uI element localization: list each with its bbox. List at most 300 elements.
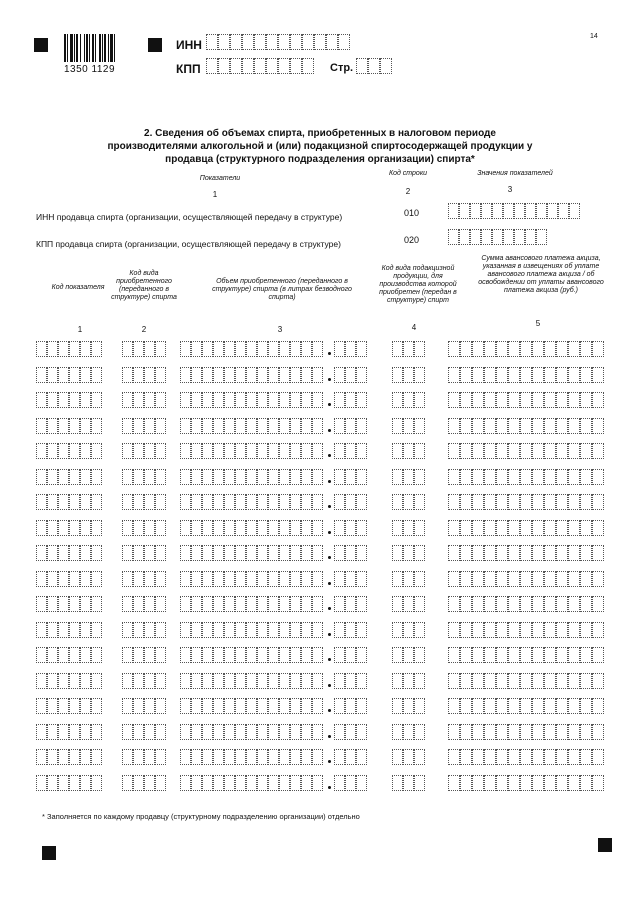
input-cell[interactable] bbox=[47, 749, 58, 765]
input-cell[interactable] bbox=[155, 673, 166, 689]
input-cell[interactable] bbox=[345, 749, 356, 765]
input-cell[interactable] bbox=[592, 392, 604, 408]
input-cell[interactable] bbox=[532, 698, 544, 714]
input-cell[interactable] bbox=[290, 418, 301, 434]
input-cell[interactable] bbox=[155, 418, 166, 434]
input-cell[interactable] bbox=[58, 775, 69, 791]
table-row-field[interactable] bbox=[334, 545, 367, 561]
input-cell[interactable] bbox=[91, 596, 102, 612]
input-cell[interactable] bbox=[47, 494, 58, 510]
input-cell[interactable] bbox=[91, 647, 102, 663]
input-cell[interactable] bbox=[484, 520, 496, 536]
table-row-field[interactable] bbox=[448, 596, 604, 612]
table-row-field[interactable] bbox=[392, 622, 425, 638]
input-cell[interactable] bbox=[91, 724, 102, 740]
input-cell[interactable] bbox=[224, 367, 235, 383]
input-cell[interactable] bbox=[520, 647, 532, 663]
input-cell[interactable] bbox=[246, 545, 257, 561]
input-cell[interactable] bbox=[520, 520, 532, 536]
input-cell[interactable] bbox=[155, 443, 166, 459]
input-cell[interactable] bbox=[191, 418, 202, 434]
input-cell[interactable] bbox=[460, 596, 472, 612]
input-cell[interactable] bbox=[414, 698, 425, 714]
table-row-field[interactable] bbox=[334, 418, 367, 434]
input-cell[interactable] bbox=[532, 443, 544, 459]
input-cell[interactable] bbox=[122, 494, 133, 510]
input-cell[interactable] bbox=[484, 545, 496, 561]
input-cell[interactable] bbox=[235, 647, 246, 663]
input-cell[interactable] bbox=[496, 698, 508, 714]
input-cell[interactable] bbox=[257, 622, 268, 638]
input-cell[interactable] bbox=[133, 775, 144, 791]
input-cell[interactable] bbox=[254, 58, 266, 74]
input-cell[interactable] bbox=[91, 418, 102, 434]
table-row-field[interactable] bbox=[392, 545, 425, 561]
input-cell[interactable] bbox=[36, 647, 47, 663]
input-cell[interactable] bbox=[230, 58, 242, 74]
input-cell[interactable] bbox=[472, 443, 484, 459]
input-cell[interactable] bbox=[213, 443, 224, 459]
table-row-field[interactable] bbox=[122, 341, 166, 357]
input-cell[interactable] bbox=[403, 392, 414, 408]
table-row-field[interactable] bbox=[122, 545, 166, 561]
input-cell[interactable] bbox=[414, 724, 425, 740]
input-cell[interactable] bbox=[520, 724, 532, 740]
input-cell[interactable] bbox=[568, 469, 580, 485]
input-cell[interactable] bbox=[144, 571, 155, 587]
input-cell[interactable] bbox=[279, 673, 290, 689]
input-cell[interactable] bbox=[448, 571, 460, 587]
input-cell[interactable] bbox=[91, 341, 102, 357]
input-cell[interactable] bbox=[58, 341, 69, 357]
input-cell[interactable] bbox=[460, 647, 472, 663]
input-cell[interactable] bbox=[246, 749, 257, 765]
input-cell[interactable] bbox=[36, 520, 47, 536]
input-cell[interactable] bbox=[356, 443, 367, 459]
input-cell[interactable] bbox=[556, 724, 568, 740]
input-cell[interactable] bbox=[532, 392, 544, 408]
input-cell[interactable] bbox=[580, 622, 592, 638]
input-cell[interactable] bbox=[279, 571, 290, 587]
table-row-field[interactable] bbox=[180, 749, 323, 765]
input-cell[interactable] bbox=[345, 673, 356, 689]
input-cell[interactable] bbox=[47, 418, 58, 434]
input-cell[interactable] bbox=[290, 520, 301, 536]
table-row-field[interactable] bbox=[36, 469, 102, 485]
input-cell[interactable] bbox=[268, 494, 279, 510]
input-cell[interactable] bbox=[580, 749, 592, 765]
input-cell[interactable] bbox=[392, 545, 403, 561]
input-cell[interactable] bbox=[472, 341, 484, 357]
input-cell[interactable] bbox=[532, 520, 544, 536]
input-cell[interactable] bbox=[345, 545, 356, 561]
table-row-field[interactable] bbox=[180, 698, 323, 714]
input-cell[interactable] bbox=[268, 341, 279, 357]
input-cell[interactable] bbox=[345, 469, 356, 485]
input-cell[interactable] bbox=[414, 571, 425, 587]
input-cell[interactable] bbox=[481, 203, 492, 219]
input-cell[interactable] bbox=[448, 596, 460, 612]
input-cell[interactable] bbox=[266, 34, 278, 50]
input-cell[interactable] bbox=[345, 571, 356, 587]
table-row-field[interactable] bbox=[122, 571, 166, 587]
input-cell[interactable] bbox=[69, 469, 80, 485]
input-cell[interactable] bbox=[235, 775, 246, 791]
input-cell[interactable] bbox=[213, 622, 224, 638]
input-cell[interactable] bbox=[556, 418, 568, 434]
input-cell[interactable] bbox=[460, 443, 472, 459]
input-cell[interactable] bbox=[80, 698, 91, 714]
input-cell[interactable] bbox=[180, 775, 191, 791]
input-cell[interactable] bbox=[520, 673, 532, 689]
input-cell[interactable] bbox=[496, 418, 508, 434]
input-cell[interactable] bbox=[224, 698, 235, 714]
input-cell[interactable] bbox=[556, 596, 568, 612]
input-cell[interactable] bbox=[508, 698, 520, 714]
input-cell[interactable] bbox=[290, 34, 302, 50]
input-cell[interactable] bbox=[345, 392, 356, 408]
input-cell[interactable] bbox=[580, 392, 592, 408]
input-cell[interactable] bbox=[392, 494, 403, 510]
input-cell[interactable] bbox=[235, 418, 246, 434]
input-cell[interactable] bbox=[80, 749, 91, 765]
input-cell[interactable] bbox=[36, 673, 47, 689]
input-cell[interactable] bbox=[155, 494, 166, 510]
input-cell[interactable] bbox=[224, 494, 235, 510]
input-cell[interactable] bbox=[69, 341, 80, 357]
input-cell[interactable] bbox=[568, 494, 580, 510]
input-cell[interactable] bbox=[508, 749, 520, 765]
input-cell[interactable] bbox=[202, 596, 213, 612]
input-cell[interactable] bbox=[460, 494, 472, 510]
input-cell[interactable] bbox=[556, 698, 568, 714]
table-row-field[interactable] bbox=[448, 469, 604, 485]
input-cell[interactable] bbox=[155, 749, 166, 765]
input-cell[interactable] bbox=[312, 392, 323, 408]
input-cell[interactable] bbox=[592, 520, 604, 536]
input-cell[interactable] bbox=[472, 775, 484, 791]
input-cell[interactable] bbox=[460, 392, 472, 408]
input-cell[interactable] bbox=[191, 698, 202, 714]
input-cell[interactable] bbox=[403, 571, 414, 587]
input-cell[interactable] bbox=[568, 341, 580, 357]
input-cell[interactable] bbox=[592, 775, 604, 791]
input-cell[interactable] bbox=[568, 647, 580, 663]
input-cell[interactable] bbox=[448, 367, 460, 383]
input-cell[interactable] bbox=[392, 622, 403, 638]
input-cell[interactable] bbox=[69, 673, 80, 689]
table-row-field[interactable] bbox=[392, 775, 425, 791]
input-cell[interactable] bbox=[592, 749, 604, 765]
input-cell[interactable] bbox=[496, 469, 508, 485]
input-cell[interactable] bbox=[592, 647, 604, 663]
input-cell[interactable] bbox=[47, 596, 58, 612]
input-cell[interactable] bbox=[525, 229, 536, 245]
input-cell[interactable] bbox=[122, 469, 133, 485]
table-row-field[interactable] bbox=[334, 622, 367, 638]
input-cell[interactable] bbox=[213, 418, 224, 434]
table-row-field[interactable] bbox=[122, 673, 166, 689]
input-cell[interactable] bbox=[257, 392, 268, 408]
input-cell[interactable] bbox=[392, 673, 403, 689]
table-row-field[interactable] bbox=[334, 367, 367, 383]
input-cell[interactable] bbox=[580, 698, 592, 714]
input-cell[interactable] bbox=[356, 58, 368, 74]
input-cell[interactable] bbox=[122, 673, 133, 689]
input-cell[interactable] bbox=[191, 749, 202, 765]
input-cell[interactable] bbox=[290, 596, 301, 612]
input-cell[interactable] bbox=[301, 341, 312, 357]
input-cell[interactable] bbox=[481, 229, 492, 245]
input-cell[interactable] bbox=[133, 647, 144, 663]
input-cell[interactable] bbox=[279, 596, 290, 612]
input-cell[interactable] bbox=[155, 520, 166, 536]
input-cell[interactable] bbox=[224, 418, 235, 434]
input-cell[interactable] bbox=[36, 596, 47, 612]
input-cell[interactable] bbox=[268, 724, 279, 740]
input-cell[interactable] bbox=[544, 673, 556, 689]
input-cell[interactable] bbox=[580, 341, 592, 357]
input-cell[interactable] bbox=[414, 647, 425, 663]
input-cell[interactable] bbox=[69, 724, 80, 740]
input-cell[interactable] bbox=[403, 673, 414, 689]
input-cell[interactable] bbox=[392, 520, 403, 536]
input-cell[interactable] bbox=[392, 392, 403, 408]
table-row-field[interactable] bbox=[448, 545, 604, 561]
input-cell[interactable] bbox=[356, 622, 367, 638]
input-cell[interactable] bbox=[520, 469, 532, 485]
input-cell[interactable] bbox=[155, 469, 166, 485]
input-cell[interactable] bbox=[91, 749, 102, 765]
input-cell[interactable] bbox=[290, 443, 301, 459]
input-cell[interactable] bbox=[191, 494, 202, 510]
table-row-field[interactable] bbox=[122, 698, 166, 714]
table-row-field[interactable] bbox=[122, 392, 166, 408]
input-cell[interactable] bbox=[496, 724, 508, 740]
input-cell[interactable] bbox=[356, 341, 367, 357]
table-row-field[interactable] bbox=[180, 520, 323, 536]
input-cell[interactable] bbox=[268, 392, 279, 408]
input-cell[interactable] bbox=[532, 724, 544, 740]
input-cell[interactable] bbox=[206, 58, 218, 74]
input-cell[interactable] bbox=[266, 58, 278, 74]
input-cell[interactable] bbox=[403, 341, 414, 357]
input-cell[interactable] bbox=[47, 392, 58, 408]
input-cell[interactable] bbox=[312, 775, 323, 791]
input-cell[interactable] bbox=[520, 775, 532, 791]
input-cell[interactable] bbox=[122, 443, 133, 459]
input-cell[interactable] bbox=[460, 571, 472, 587]
table-row-field[interactable] bbox=[36, 520, 102, 536]
table-row-field[interactable] bbox=[392, 596, 425, 612]
input-cell[interactable] bbox=[472, 418, 484, 434]
input-cell[interactable] bbox=[47, 545, 58, 561]
input-cell[interactable] bbox=[558, 203, 569, 219]
input-cell[interactable] bbox=[556, 571, 568, 587]
input-cell[interactable] bbox=[122, 418, 133, 434]
input-cell[interactable] bbox=[278, 58, 290, 74]
input-cell[interactable] bbox=[191, 647, 202, 663]
table-row-field[interactable] bbox=[36, 775, 102, 791]
table-row-field[interactable] bbox=[36, 443, 102, 459]
table-row-field[interactable] bbox=[448, 341, 604, 357]
input-cell[interactable] bbox=[268, 520, 279, 536]
input-cell[interactable] bbox=[508, 775, 520, 791]
input-cell[interactable] bbox=[268, 443, 279, 459]
input-cell[interactable] bbox=[235, 392, 246, 408]
input-cell[interactable] bbox=[91, 443, 102, 459]
table-row-field[interactable] bbox=[36, 418, 102, 434]
input-cell[interactable] bbox=[235, 698, 246, 714]
input-cell[interactable] bbox=[47, 367, 58, 383]
input-cell[interactable] bbox=[345, 622, 356, 638]
input-cell[interactable] bbox=[403, 647, 414, 663]
input-cell[interactable] bbox=[472, 622, 484, 638]
input-cell[interactable] bbox=[133, 469, 144, 485]
input-cell[interactable] bbox=[356, 698, 367, 714]
input-cell[interactable] bbox=[202, 367, 213, 383]
input-cell[interactable] bbox=[532, 749, 544, 765]
input-cell[interactable] bbox=[334, 749, 345, 765]
table-row-field[interactable] bbox=[392, 469, 425, 485]
input-cell[interactable] bbox=[268, 749, 279, 765]
table-row-field[interactable] bbox=[392, 673, 425, 689]
input-cell[interactable] bbox=[568, 673, 580, 689]
table-row-field[interactable] bbox=[122, 520, 166, 536]
input-cell[interactable] bbox=[180, 443, 191, 459]
input-cell[interactable] bbox=[279, 622, 290, 638]
input-cell[interactable] bbox=[568, 596, 580, 612]
input-cell[interactable] bbox=[403, 469, 414, 485]
table-row-field[interactable] bbox=[36, 367, 102, 383]
input-cell[interactable] bbox=[180, 469, 191, 485]
input-cell[interactable] bbox=[544, 469, 556, 485]
input-cell[interactable] bbox=[133, 367, 144, 383]
input-cell[interactable] bbox=[414, 749, 425, 765]
input-cell[interactable] bbox=[224, 622, 235, 638]
input-cell[interactable] bbox=[202, 775, 213, 791]
input-cell[interactable] bbox=[556, 520, 568, 536]
input-cell[interactable] bbox=[556, 647, 568, 663]
input-cell[interactable] bbox=[470, 203, 481, 219]
input-cell[interactable] bbox=[301, 392, 312, 408]
input-cell[interactable] bbox=[312, 469, 323, 485]
input-cell[interactable] bbox=[312, 341, 323, 357]
input-cell[interactable] bbox=[246, 418, 257, 434]
input-cell[interactable] bbox=[334, 469, 345, 485]
input-cell[interactable] bbox=[392, 418, 403, 434]
input-cell[interactable] bbox=[496, 673, 508, 689]
input-cell[interactable] bbox=[334, 698, 345, 714]
input-cell[interactable] bbox=[122, 622, 133, 638]
table-row-field[interactable] bbox=[392, 724, 425, 740]
input-cell[interactable] bbox=[80, 418, 91, 434]
input-cell[interactable] bbox=[368, 58, 380, 74]
input-cell[interactable] bbox=[403, 698, 414, 714]
input-cell[interactable] bbox=[155, 622, 166, 638]
input-cell[interactable] bbox=[544, 367, 556, 383]
input-cell[interactable] bbox=[36, 341, 47, 357]
input-cell[interactable] bbox=[484, 673, 496, 689]
input-cell[interactable] bbox=[224, 545, 235, 561]
input-cell[interactable] bbox=[414, 494, 425, 510]
input-cell[interactable] bbox=[301, 520, 312, 536]
input-cell[interactable] bbox=[414, 673, 425, 689]
input-cell[interactable] bbox=[508, 469, 520, 485]
table-row-field[interactable] bbox=[122, 724, 166, 740]
table-row-field[interactable] bbox=[448, 392, 604, 408]
input-cell[interactable] bbox=[334, 622, 345, 638]
input-cell[interactable] bbox=[213, 469, 224, 485]
input-cell[interactable] bbox=[580, 545, 592, 561]
input-cell[interactable] bbox=[202, 494, 213, 510]
input-cell[interactable] bbox=[202, 749, 213, 765]
input-cell[interactable] bbox=[180, 571, 191, 587]
input-cell[interactable] bbox=[544, 494, 556, 510]
input-cell[interactable] bbox=[470, 229, 481, 245]
input-cell[interactable] bbox=[532, 775, 544, 791]
input-cell[interactable] bbox=[36, 775, 47, 791]
input-cell[interactable] bbox=[58, 494, 69, 510]
input-cell[interactable] bbox=[568, 520, 580, 536]
input-cell[interactable] bbox=[301, 647, 312, 663]
input-cell[interactable] bbox=[532, 622, 544, 638]
input-cell[interactable] bbox=[472, 571, 484, 587]
input-cell[interactable] bbox=[334, 673, 345, 689]
input-cell[interactable] bbox=[224, 571, 235, 587]
input-cell[interactable] bbox=[592, 341, 604, 357]
input-cell[interactable] bbox=[356, 571, 367, 587]
input-cell[interactable] bbox=[544, 724, 556, 740]
input-cell[interactable] bbox=[544, 520, 556, 536]
input-cell[interactable] bbox=[380, 58, 392, 74]
input-cell[interactable] bbox=[484, 418, 496, 434]
input-cell[interactable] bbox=[268, 673, 279, 689]
input-cell[interactable] bbox=[80, 622, 91, 638]
input-cell[interactable] bbox=[133, 392, 144, 408]
input-cell[interactable] bbox=[290, 494, 301, 510]
table-row-field[interactable] bbox=[180, 367, 323, 383]
table-row-field[interactable] bbox=[334, 341, 367, 357]
input-cell[interactable] bbox=[334, 367, 345, 383]
table-row-field[interactable] bbox=[36, 647, 102, 663]
input-cell[interactable] bbox=[47, 673, 58, 689]
input-cell[interactable] bbox=[356, 647, 367, 663]
input-cell[interactable] bbox=[122, 545, 133, 561]
input-cell[interactable] bbox=[180, 749, 191, 765]
input-cell[interactable] bbox=[246, 494, 257, 510]
input-cell[interactable] bbox=[403, 367, 414, 383]
input-cell[interactable] bbox=[472, 647, 484, 663]
input-cell[interactable] bbox=[414, 341, 425, 357]
input-cell[interactable] bbox=[345, 698, 356, 714]
input-cell[interactable] bbox=[47, 724, 58, 740]
input-cell[interactable] bbox=[592, 367, 604, 383]
input-cell[interactable] bbox=[448, 494, 460, 510]
input-cell[interactable] bbox=[180, 647, 191, 663]
input-cell[interactable] bbox=[69, 418, 80, 434]
input-cell[interactable] bbox=[544, 443, 556, 459]
input-cell[interactable] bbox=[334, 443, 345, 459]
input-cell[interactable] bbox=[496, 571, 508, 587]
input-cell[interactable] bbox=[246, 596, 257, 612]
input-cell[interactable] bbox=[191, 341, 202, 357]
table-row-field[interactable] bbox=[448, 724, 604, 740]
input-cell[interactable] bbox=[133, 443, 144, 459]
input-cell[interactable] bbox=[224, 596, 235, 612]
table-row-field[interactable] bbox=[334, 749, 367, 765]
input-cell[interactable] bbox=[290, 469, 301, 485]
